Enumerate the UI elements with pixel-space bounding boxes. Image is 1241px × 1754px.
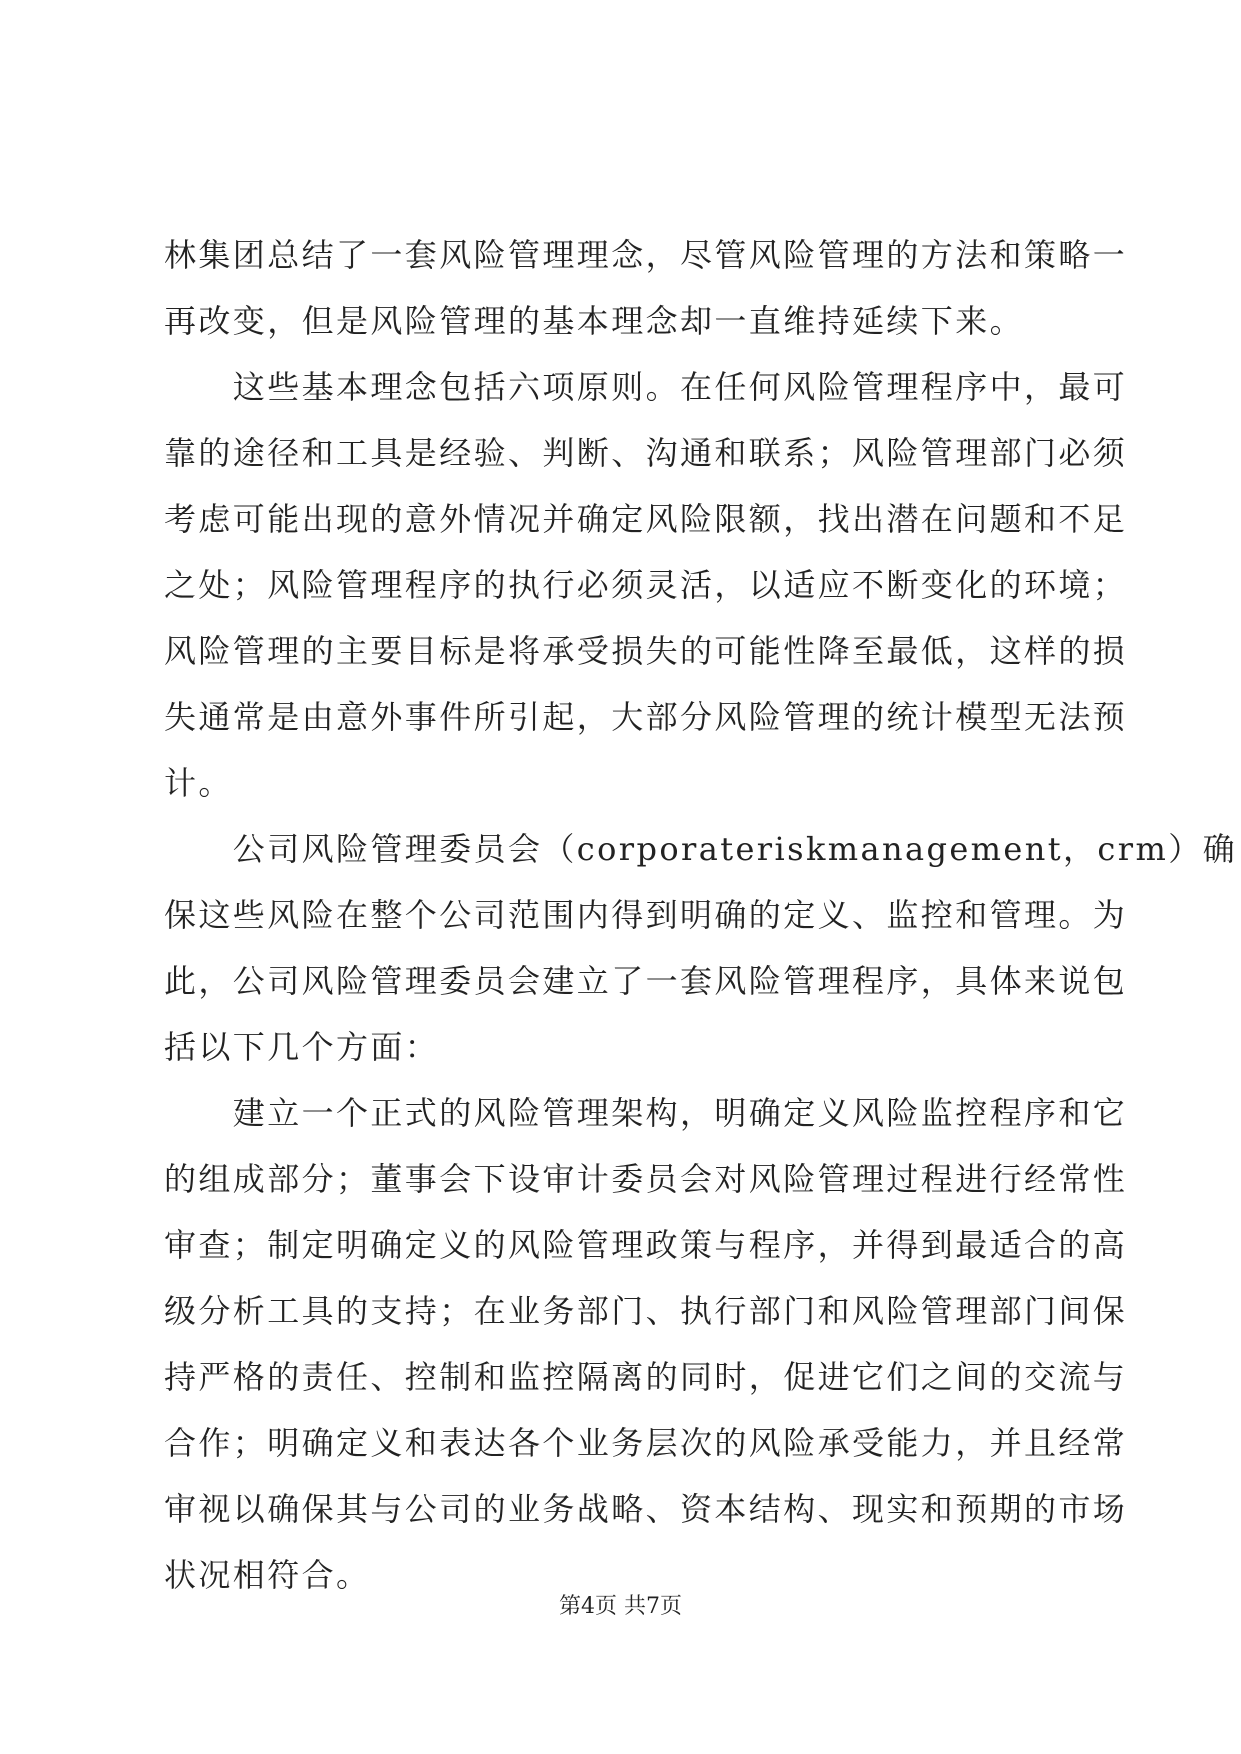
text-line: 林集团总结了一套风险管理理念，尽管风险管理的方法和策略一	[164, 236, 1128, 274]
text-line: 失通常是由意外事件所引起，大部分风险管理的统计模型无法预	[164, 698, 1128, 736]
page-number-footer: 第4页 共7页	[559, 1594, 682, 1619]
text-line: 级分析工具的支持；在业务部门、执行部门和风险管理部门间保	[164, 1292, 1128, 1330]
text-line: 的组成部分；董事会下设审计委员会对风险管理过程进行经常性	[164, 1160, 1128, 1198]
text-line: 靠的途径和工具是经验、判断、沟通和联系；风险管理部门必须	[164, 434, 1128, 472]
text-line: 审查；制定明确定义的风险管理政策与程序，并得到最适合的高	[164, 1226, 1128, 1264]
text-line: 公司风险管理委员会（corporateriskmanagement，crm）确	[164, 830, 1237, 868]
text-line: 保这些风险在整个公司范围内得到明确的定义、监控和管理。为	[164, 896, 1128, 934]
text-line: 合作；明确定义和表达各个业务层次的风险承受能力，并且经常	[164, 1424, 1128, 1462]
text-line: 建立一个正式的风险管理架构，明确定义风险监控程序和它	[164, 1094, 1128, 1132]
text-line: 这些基本理念包括六项原则。在任何风险管理程序中，最可	[164, 368, 1128, 406]
text-line: 计。	[164, 764, 233, 802]
text-line: 之处；风险管理程序的执行必须灵活，以适应不断变化的环境；	[164, 566, 1128, 604]
text-line: 考虑可能出现的意外情况并确定风险限额，找出潜在问题和不足	[164, 500, 1128, 538]
text-line: 状况相符合。	[164, 1556, 371, 1594]
text-line: 审视以确保其与公司的业务战略、资本结构、现实和预期的市场	[164, 1490, 1128, 1528]
text-line: 再改变，但是风险管理的基本理念却一直维持延续下来。	[164, 302, 1025, 340]
text-line: 持严格的责任、控制和监控隔离的同时，促进它们之间的交流与	[164, 1358, 1128, 1396]
text-line: 风险管理的主要目标是将承受损失的可能性降至最低，这样的损	[164, 632, 1128, 670]
text-line: 括以下几个方面：	[164, 1028, 440, 1066]
text-line: 此，公司风险管理委员会建立了一套风险管理程序，具体来说包	[164, 962, 1128, 1000]
